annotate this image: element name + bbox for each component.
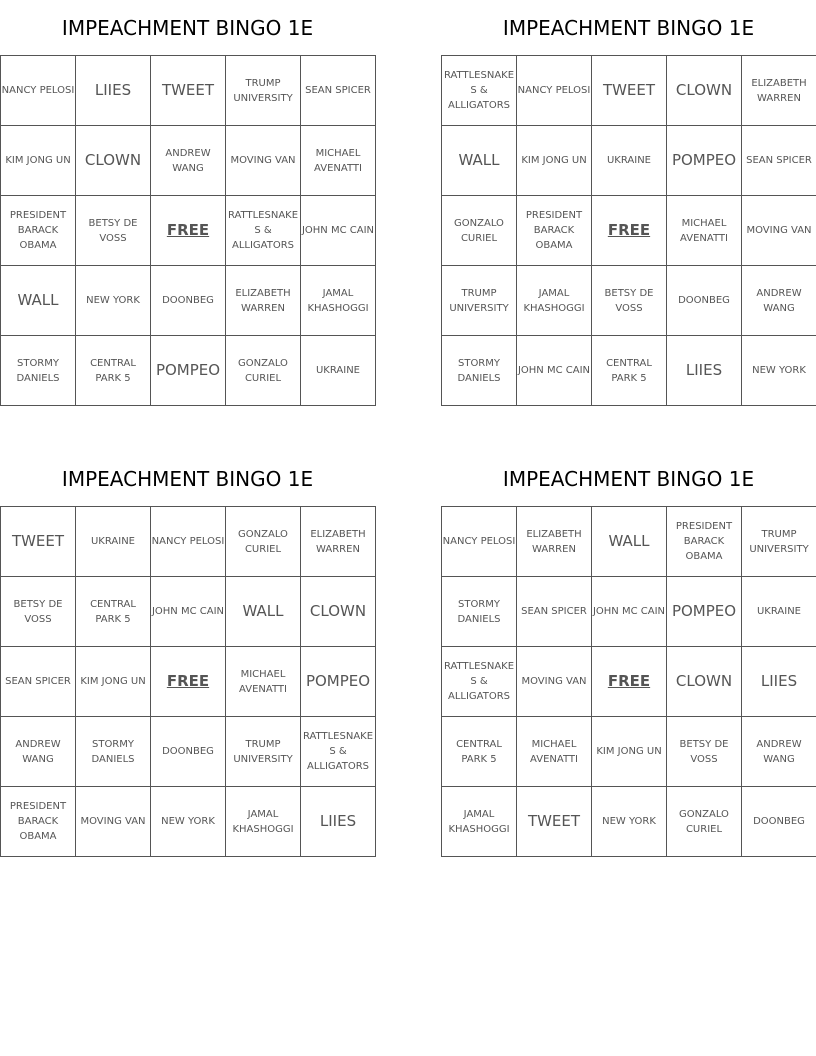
bingo-grid xyxy=(0,506,376,857)
bingo-cell: LIIES xyxy=(76,56,151,126)
grid-row xyxy=(1,647,376,717)
bingo-cell: JOHN MC CAIN xyxy=(151,577,226,647)
bingo-cell: WALL xyxy=(592,507,667,577)
bingo-cell: NANCY PELOSI xyxy=(151,507,226,577)
bingo-cell: STORMY DANIELS xyxy=(442,336,517,406)
bingo-cell: MOVING VAN xyxy=(76,787,151,857)
bingo-cell: TWEET xyxy=(517,787,592,857)
bingo-cell: BETSY DE VOSS xyxy=(667,717,742,787)
grid-row xyxy=(442,577,816,647)
bingo-cell: MICHAEL AVENATTI xyxy=(667,196,742,266)
bingo-cell: KIM JONG UN xyxy=(517,126,592,196)
bingo-cell: CLOWN xyxy=(301,577,376,647)
bingo-cell: DOONBEG xyxy=(151,266,226,336)
bingo-cell: TRUMP UNIVERSITY xyxy=(442,266,517,336)
grid-row xyxy=(1,336,376,406)
bingo-cell: MICHAEL AVENATTI xyxy=(517,717,592,787)
grid-row xyxy=(442,336,816,406)
grid-row xyxy=(1,266,376,336)
card-title: IMPEACHMENT BINGO 1E xyxy=(502,16,755,40)
grid-row xyxy=(1,196,376,266)
bingo-cell: TWEET xyxy=(1,507,76,577)
bingo-cell: JOHN MC CAIN xyxy=(592,577,667,647)
bingo-cell: PRESIDENT BARACK OBAMA xyxy=(667,507,742,577)
bingo-cell: BETSY DE VOSS xyxy=(592,266,667,336)
bingo-cell: TWEET xyxy=(151,56,226,126)
bingo-cell: KIM JONG UN xyxy=(592,717,667,787)
bingo-cell: PRESIDENT BARACK OBAMA xyxy=(1,787,76,857)
bingo-cell: JAMAL KHASHOGGI xyxy=(442,787,517,857)
bingo-cell: CENTRAL PARK 5 xyxy=(592,336,667,406)
bingo-cell: JAMAL KHASHOGGI xyxy=(301,266,376,336)
bingo-cell: JOHN MC CAIN xyxy=(517,336,592,406)
bingo-cell: JOHN MC CAIN xyxy=(301,196,376,266)
card-title: IMPEACHMENT BINGO 1E xyxy=(61,16,314,40)
grid-row xyxy=(1,56,376,126)
bingo-cell: LIIES xyxy=(667,336,742,406)
bingo-cell: RATTLESNAKES & ALLIGATORS xyxy=(301,717,376,787)
bingo-cell: PRESIDENT BARACK OBAMA xyxy=(517,196,592,266)
bingo-cell: CLOWN xyxy=(667,647,742,717)
bingo-cell: RATTLESNAKES & ALLIGATORS xyxy=(226,196,301,266)
bingo-cell: PRESIDENT BARACK OBAMA xyxy=(1,196,76,266)
bingo-cell: UKRAINE xyxy=(301,336,376,406)
bingo-cell: JAMAL KHASHOGGI xyxy=(517,266,592,336)
bingo-cell: POMPEO xyxy=(301,647,376,717)
bingo-cell: ANDREW WANG xyxy=(742,266,816,336)
bingo-cell: ELIZABETH WARREN xyxy=(742,56,816,126)
bingo-cell: WALL xyxy=(1,266,76,336)
bingo-cell: KIM JONG UN xyxy=(1,126,76,196)
bingo-cell: LIIES xyxy=(742,647,816,717)
bingo-cell: STORMY DANIELS xyxy=(1,336,76,406)
bingo-cell: NANCY PELOSI xyxy=(1,56,76,126)
bingo-cell: NEW YORK xyxy=(592,787,667,857)
bingo-cell: MOVING VAN xyxy=(742,196,816,266)
bingo-cell: MOVING VAN xyxy=(226,126,301,196)
grid-row xyxy=(442,266,816,336)
grid-row xyxy=(1,126,376,196)
bingo-cell: CLOWN xyxy=(76,126,151,196)
bingo-cell: NANCY PELOSI xyxy=(517,56,592,126)
grid-row xyxy=(442,717,816,787)
grid-row xyxy=(442,787,816,857)
grid-row xyxy=(442,126,816,196)
bingo-cell: NANCY PELOSI xyxy=(442,507,517,577)
bingo-cell: SEAN SPICER xyxy=(1,647,76,717)
grid-row xyxy=(442,647,816,717)
bingo-cell: NEW YORK xyxy=(151,787,226,857)
bingo-cell: UKRAINE xyxy=(592,126,667,196)
bingo-cell: UKRAINE xyxy=(76,507,151,577)
card-title: IMPEACHMENT BINGO 1E xyxy=(61,467,314,491)
bingo-grid xyxy=(441,506,816,857)
bingo-cell: JAMAL KHASHOGGI xyxy=(226,787,301,857)
bingo-cell: KIM JONG UN xyxy=(76,647,151,717)
bingo-cell: GONZALO CURIEL xyxy=(667,787,742,857)
grid-row xyxy=(1,507,376,577)
bingo-cell: GONZALO CURIEL xyxy=(226,336,301,406)
bingo-cell: STORMY DANIELS xyxy=(76,717,151,787)
bingo-cell: TRUMP UNIVERSITY xyxy=(226,56,301,126)
bingo-cell: SEAN SPICER xyxy=(517,577,592,647)
bingo-cell: GONZALO CURIEL xyxy=(442,196,517,266)
bingo-cell: TRUMP UNIVERSITY xyxy=(742,507,816,577)
bingo-cell: CENTRAL PARK 5 xyxy=(76,336,151,406)
bingo-cell: POMPEO xyxy=(151,336,226,406)
bingo-cell: NEW YORK xyxy=(742,336,816,406)
bingo-cell: RATTLESNAKES & ALLIGATORS xyxy=(442,56,517,126)
bingo-cell: ELIZABETH WARREN xyxy=(517,507,592,577)
free-space-cell: FREE xyxy=(151,196,226,266)
bingo-cell: MOVING VAN xyxy=(517,647,592,717)
bingo-grid xyxy=(441,55,816,406)
free-space-cell: FREE xyxy=(592,196,667,266)
bingo-cell: MICHAEL AVENATTI xyxy=(301,126,376,196)
bingo-cell: POMPEO xyxy=(667,577,742,647)
bingo-cell: DOONBEG xyxy=(151,717,226,787)
bingo-cell: STORMY DANIELS xyxy=(442,577,517,647)
bingo-cell: UKRAINE xyxy=(742,577,816,647)
free-space-cell: FREE xyxy=(592,647,667,717)
grid-row xyxy=(442,507,816,577)
bingo-cell: POMPEO xyxy=(667,126,742,196)
bingo-cell: ANDREW WANG xyxy=(151,126,226,196)
bingo-cell: WALL xyxy=(226,577,301,647)
grid-row xyxy=(442,56,816,126)
bingo-cell: ANDREW WANG xyxy=(742,717,816,787)
bingo-cell: BETSY DE VOSS xyxy=(1,577,76,647)
bingo-cell: LIIES xyxy=(301,787,376,857)
bingo-cell: ELIZABETH WARREN xyxy=(301,507,376,577)
card-title: IMPEACHMENT BINGO 1E xyxy=(502,467,755,491)
bingo-cell: RATTLESNAKES & ALLIGATORS xyxy=(442,647,517,717)
grid-row xyxy=(1,577,376,647)
bingo-cell: ELIZABETH WARREN xyxy=(226,266,301,336)
bingo-cell: GONZALO CURIEL xyxy=(226,507,301,577)
bingo-cell: TWEET xyxy=(592,56,667,126)
bingo-cell: BETSY DE VOSS xyxy=(76,196,151,266)
bingo-cell: TRUMP UNIVERSITY xyxy=(226,717,301,787)
bingo-cell: CLOWN xyxy=(667,56,742,126)
bingo-cell: SEAN SPICER xyxy=(742,126,816,196)
bingo-cell: ANDREW WANG xyxy=(1,717,76,787)
grid-row xyxy=(1,787,376,857)
bingo-cell: WALL xyxy=(442,126,517,196)
bingo-grid xyxy=(0,55,376,406)
bingo-cell: CENTRAL PARK 5 xyxy=(76,577,151,647)
bingo-cell: NEW YORK xyxy=(76,266,151,336)
bingo-cell: DOONBEG xyxy=(667,266,742,336)
grid-row xyxy=(442,196,816,266)
free-space-cell: FREE xyxy=(151,647,226,717)
bingo-cell: DOONBEG xyxy=(742,787,816,857)
bingo-cell: MICHAEL AVENATTI xyxy=(226,647,301,717)
bingo-cell: CENTRAL PARK 5 xyxy=(442,717,517,787)
grid-row xyxy=(1,717,376,787)
bingo-cell: SEAN SPICER xyxy=(301,56,376,126)
